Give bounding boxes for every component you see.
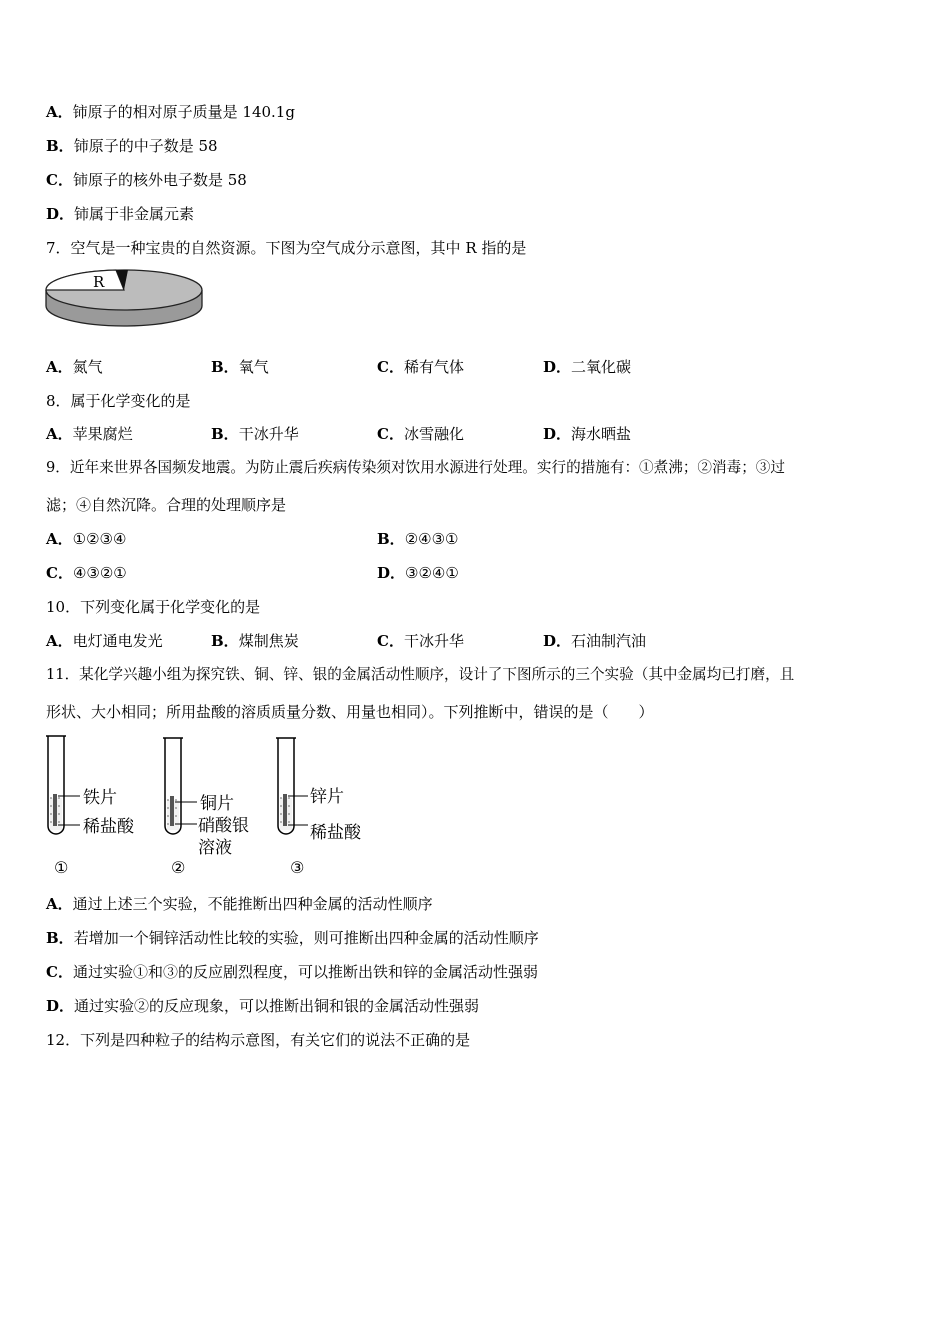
test-tube-1-metal — [53, 794, 57, 826]
option-text: 通过上述三个实验，不能推断出四种金属的活动性顺序 — [72, 895, 433, 913]
option-text: 苹果腐烂 — [72, 425, 133, 443]
test-tube-3-metal-label: 锌片 — [310, 787, 344, 807]
q8-option-b — [211, 424, 299, 444]
option-label: D． — [46, 997, 75, 1015]
q7-option-b — [211, 357, 269, 377]
test-tube-2-liquid-label-2: 溶液 — [198, 838, 232, 858]
q11-option-a — [46, 894, 433, 914]
option-label: C． — [46, 963, 73, 981]
option-text: 冰雪融化 — [403, 425, 464, 443]
test-tube-2-number: ② — [171, 858, 186, 877]
q10-option-b — [211, 631, 299, 651]
option-label: A． — [46, 425, 73, 443]
q8-option-c — [377, 424, 464, 444]
pie-label-r: R — [93, 273, 105, 291]
option-text: 二氧化碳 — [571, 358, 632, 376]
option-label: B． — [377, 530, 405, 548]
q10-option-a — [46, 631, 163, 651]
q11-option-c — [46, 962, 538, 982]
option-text: 若增加一个铜锌活动性比较的实验，则可推断出四种金属的活动性顺序 — [73, 929, 539, 947]
test-tube-2-liquid-label-1: 硝酸银 — [198, 816, 249, 836]
option-label: B． — [211, 358, 239, 376]
test-tube-1-number: ① — [54, 858, 69, 877]
q9-option-b — [377, 529, 458, 549]
test-tube-3 — [276, 738, 362, 877]
option-text: 石油制汽油 — [571, 632, 647, 650]
q6-option-b — [46, 136, 218, 156]
option-label: C． — [377, 425, 404, 443]
q10-option-c — [377, 631, 464, 651]
q9-stem-line1: 9．近年来世界各国频发地震。为防止震后疾病传染须对饮用水源进行处理。实行的措施有：①煮沸；②消毒；③过 — [46, 459, 785, 476]
option-text: 铈属于非金属元素 — [74, 205, 195, 223]
test-tube-3-metal — [283, 794, 287, 826]
option-text: 通过实验①和③的反应剧烈程度，可以推断出铁和锌的金属活动性强弱 — [72, 963, 538, 981]
q8-stem: 8．属于化学变化的是 — [46, 392, 191, 410]
q9-option-a — [46, 529, 126, 549]
option-text: 铈原子的相对原子质量是 140.1g — [72, 103, 295, 121]
q12-stem: 12．下列是四种粒子的结构示意图，有关它们的说法不正确的是 — [46, 1031, 471, 1049]
option-text: 铈原子的核外电子数是 58 — [72, 171, 247, 189]
q6-option-a — [46, 102, 295, 122]
q11-stem-line2: 形状、大小相同；所用盐酸的溶质质量分数、用量也相同）。下列推断中，错误的是（ ） — [46, 703, 654, 721]
test-tube-3-liquid-label: 稀盐酸 — [310, 823, 361, 843]
option-text: ④③②① — [72, 564, 127, 582]
option-text: ①②③④ — [72, 530, 127, 548]
option-label: B． — [46, 929, 74, 947]
q11-option-d — [46, 996, 479, 1016]
option-text: 干冰升华 — [238, 425, 299, 443]
pie-slice-r — [46, 270, 124, 290]
test-tube-2-metal-label: 铜片 — [200, 794, 234, 814]
option-label: A． — [46, 358, 73, 376]
test-tube-1-metal-label: 铁片 — [83, 788, 117, 808]
option-label: D． — [543, 425, 572, 443]
q11-option-b — [46, 928, 539, 948]
option-label: C． — [377, 358, 404, 376]
q7-option-c — [377, 357, 464, 377]
test-tube-2-metal — [170, 796, 174, 826]
option-text: 氮气 — [72, 358, 103, 376]
q6-option-d — [46, 204, 194, 224]
option-text: 电灯通电发光 — [72, 632, 163, 650]
option-label: C． — [377, 632, 404, 650]
test-tube-2 — [163, 738, 249, 877]
option-label: A． — [46, 103, 73, 121]
test-tube-1 — [46, 736, 135, 877]
q9-stem-line2: 滤；④自然沉降。合理的处理顺序是 — [46, 496, 287, 514]
option-label: A． — [46, 895, 73, 913]
option-label: A． — [46, 632, 73, 650]
q7-stem: 7．空气是一种宝贵的自然资源。下图为空气成分示意图，其中 R 指的是 — [46, 239, 527, 257]
option-label: C． — [46, 564, 73, 582]
option-text: ②④③① — [404, 530, 459, 548]
option-text: 煤制焦炭 — [238, 632, 299, 650]
option-label: D． — [377, 564, 406, 582]
q11-stem-line1: 11．某化学兴趣小组为探究铁、铜、锌、银的金属活动性顺序，设计了下图所示的三个实验（其中金属均已打磨，且 — [46, 666, 795, 683]
option-label: B． — [211, 425, 239, 443]
air-composition-pie-figure — [44, 268, 206, 332]
test-tube-experiment-figure — [40, 732, 380, 882]
q10-stem: 10．下列变化属于化学变化的是 — [46, 598, 261, 616]
option-label: B． — [46, 137, 74, 155]
option-label: D． — [46, 205, 75, 223]
q7-option-d — [543, 357, 631, 377]
option-text: ③②④① — [405, 564, 459, 582]
option-text: 干冰升华 — [403, 632, 464, 650]
q10-option-d — [543, 631, 646, 651]
test-tube-1-liquid-label: 稀盐酸 — [83, 817, 134, 837]
q7-option-a — [46, 357, 103, 377]
q9-option-c — [46, 563, 127, 583]
option-label: C． — [46, 171, 73, 189]
option-label: A． — [46, 530, 73, 548]
option-text: 氧气 — [238, 358, 269, 376]
q8-option-a — [46, 424, 133, 444]
q9-option-d — [377, 563, 459, 583]
option-text: 稀有气体 — [403, 358, 464, 376]
option-text: 海水晒盐 — [571, 425, 632, 443]
option-text: 铈原子的中子数是 58 — [73, 137, 218, 155]
option-label: D． — [543, 358, 572, 376]
q8-option-d — [543, 424, 631, 444]
option-label: B． — [211, 632, 239, 650]
q6-option-c — [46, 170, 247, 190]
test-tube-3-number: ③ — [290, 858, 305, 877]
option-text: 通过实验②的反应现象，可以推断出铜和银的金属活动性强弱 — [74, 997, 480, 1015]
option-label: D． — [543, 632, 572, 650]
